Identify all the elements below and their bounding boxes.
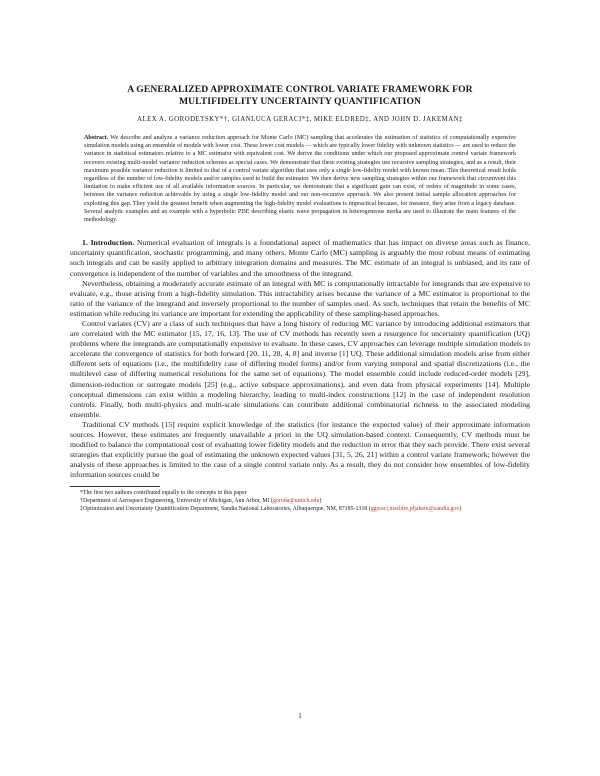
footnote-2 [70,498,530,506]
footnote-2-end: ) [319,498,322,505]
title-line-2: MULTIFIDELITY UNCERTAINTY QUANTIFICATION [178,96,422,107]
title-line-1: A GENERALIZED APPROXIMATE CONTROL VARIATE FRAMEWORK FOR [127,84,473,95]
footnote-rule [70,486,160,487]
paper-page [70,84,530,514]
intro-paragraph-4: Traditional CV methods [15] require explicit knowledge of the statistics (for instance the expected value) of their approximate information sources. However, these estimates are frequently unavailable a priori in the UQ simulation-based context. Consequently, CV methods must be modified to balance the computational cost of evaluating lower fidelity models and the reduction in error that they each provide. There exist several strategies that explicitly pursue the goal of estimating the unknown expected values [31, 5, 26, 21] within a control variate framework; however the analysis of these approaches is limited to the case of a single control variate only. As a result, they do not consider how ensembles of low-fidelity information sources could be [70,419,530,480]
footnote-2-text: †Department of Aerospace Engineering, University of Michigan, Ann Arbor, MI ( [80,498,273,505]
email-link-sandia[interactable]: ggeraci,mseldre,jdjakem@sandia.gov [370,506,460,513]
intro-paragraph-1 [70,238,530,278]
page-number: 1 [298,712,302,720]
intro-p1-text: Numerical evaluation of integrals is a foundational aspect of mathematics that has impact on diverse areas such as finance, uncertainty quantification, stochastic programming, and many others. Monte Carlo (MC) sampling is arguably the most robust means of estimating such integrals and can be easily applied to arbitrary integration domains and measures. The MC estimate of an integral is unbiased, and its rate of convergence is independent of the number of variables and the smoothness of the integrand. [70,238,530,278]
abstract [84,134,516,224]
paper-title [70,84,530,108]
footnote-3-text: ‡Optimization and Uncertainty Quantification Department, Sandia National Laboratories, Albuquerque, NM, 87185-1318 ( [80,506,371,513]
email-link-umich[interactable]: goroda@umich.edu [272,498,320,505]
footnotes [70,490,530,513]
footnote-3 [70,506,530,514]
section-heading: 1. Introduction. [82,238,135,248]
introduction-section [70,238,530,480]
abstract-text: We describe and analyze a variance reduction approach for Monte Carlo (MC) sampling that accelerates the estimation of statistics of computationally expensive simulation models using an ensemble of models with lower cost. These lower cost models — which are typically lower fidelity with unknown statistics — are used to reduce the variance in statistical estimators relative to a MC estimator with equivalent cost. We derive the conditions under which our proposed approximate control variate framework recovers existing multi-model variance reduction schemes as special cases. We demonstrate that these existing strategies use recursive sampling strategies, and as a result, their maximum possible variance reduction is limited to that of a control variate algorithm that uses only a single low-fidelity model with known mean. This theoretical result holds regardless of the number of low-fidelity models and/or samples used to build the estimator. We then derive new sampling strategies within our framework that circumvent this limitation to make efficient use of all available information sources. In particular, we demonstrate that a significant gain can exist, of orders of magnitude in some cases, between the variance reduction achievable by using a single low-fidelity model and our non-recursive approach. We also present initial sample allocation approaches for exploiting this gap. They yield the greatest benefit when augmenting the high-fidelity model evaluations is impractical because, for instance, they arise from a legacy database. Several analytic examples and an example with a hyperbolic PDE describing elastic wave propagation in heterogeneous media are used to illustrate the main features of the methodology. [84,135,516,224]
intro-paragraph-3: Control variates (CV) are a class of such techniques that have a long history of reducing MC variance by introducing additional estimators that are correlated with the MC estimator [15, 17, 16, 13]. The use of CV methods has recently seen a resurgence for uncertainty quantification (UQ) problems where the integrands are computationally expensive to evaluate. In these cases, CV approaches can leverage multiple simulation models to accelerate the convergence of statistics for both forward [20, 11, 28, 4, 8] and inverse [1] UQ. These additional simulation models arise from either different sets of equations (i.e., the multifidelity case of differing model forms) and/or from varying temporal and spatial discretizations (i.e., the multilevel case of differing numerical resolutions for the same set of equations). The model ensemble could include reduced-order models [29], dimension-reduction or surrogate models [25] (e.g., active subspace approximations), and even data from physical experiments [14]. Multiple conceptual dimensions can exist within a modeling hierarchy, leading to multi-index constructions [12] in the case of independent resolution controls. Finally, both multi-physics and multi-scale simulations can contribute additional combinatorial richness to the associated modeling ensemble. [70,318,530,419]
intro-paragraph-2: Nevertheless, obtaining a moderately accurate estimate of an integral with MC is computationally intractable for integrands that are expensive to evaluate, e.g., those arising from a high-fidelity simulation. This intractability arises because the variance of a MC estimator is proportional to the ratio of the variance of the integrand and inversely proportional to the number of samples used. As such, techniques that retain the benefits of MC estimation while reducing its variance are important for extending the applicability of these sampling-based approaches. [70,278,530,318]
footnote-1: *The first two authors contributed equally to the concepts in this paper [80,490,247,497]
abstract-label: Abstract. [84,135,109,141]
footnote-3-end: ) [459,506,462,513]
author-list: ALEX A. GORODETSKY*†, GIANLUCA GERACI*‡, MIKE ELDRED‡, AND JOHN D. JAKEMAN‡ [137,116,463,123]
